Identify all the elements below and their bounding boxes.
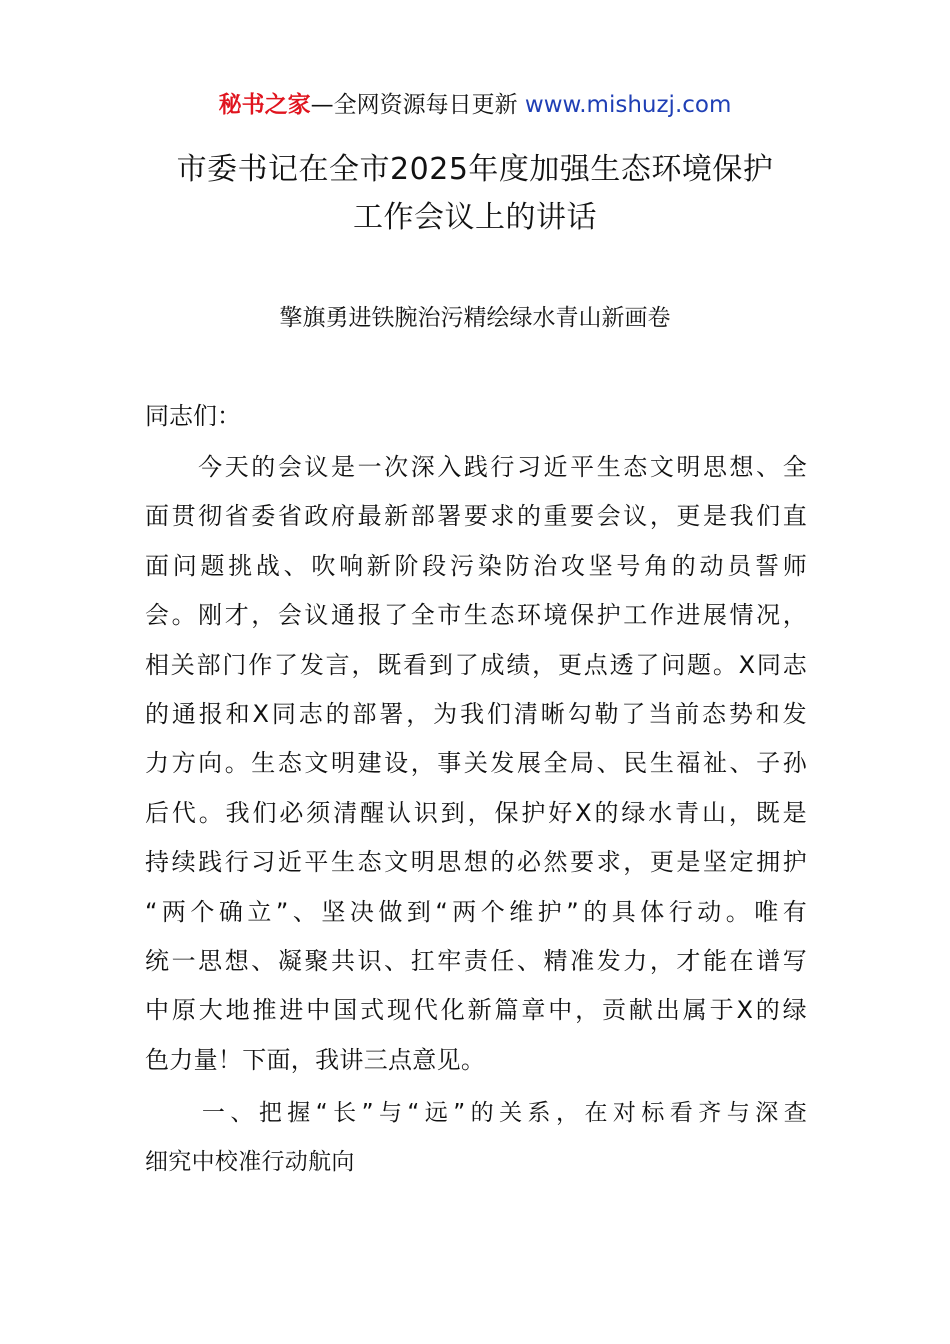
section-heading-1 — [145, 1093, 807, 1192]
title-line-2: 工作会议上的讲话 — [353, 200, 597, 235]
text-line: 中原大地推进中国式现代化新篇章中，贡献出属于X的绿 — [145, 996, 807, 1025]
site-url-link[interactable]: www.mishuzj.com — [524, 92, 732, 118]
title-line-1: 市委书记在全市2025年度加强生态环境保护 — [176, 152, 774, 187]
text-line: 会。刚才，会议通报了全市生态环境保护工作进展情况， — [145, 601, 807, 630]
text-line: 力方向。生态文明建设，事关发展全局、民生福祉、子孙 — [145, 749, 807, 778]
site-header — [0, 88, 950, 122]
text-line: 色力量！下面，我讲三点意见。 — [145, 1045, 486, 1074]
text-line: 相关部门作了发言，既看到了成绩，更点透了问题。X同志 — [145, 650, 807, 679]
text-line: 细究中校准行动航向 — [145, 1149, 355, 1176]
document-title — [0, 146, 950, 242]
document-subtitle: 擎旗勇进铁腕治污精绘绿水青山新画卷 — [279, 305, 671, 331]
text-line: 统一思想、凝聚共识、扛牢责任、精准发力，才能在谱写 — [145, 946, 807, 975]
text-line: 的通报和X同志的部署，为我们清晰勾勒了当前态势和发 — [145, 699, 807, 728]
text-line: 持续践行习近平生态文明思想的必然要求，更是坚定拥护 — [145, 848, 807, 877]
text-line: 一、把握“长”与“远”的关系，在对标看齐与深查 — [145, 1100, 807, 1126]
text-line: 后代。我们必须清醒认识到，保护好X的绿水青山，既是 — [145, 798, 807, 827]
paragraph-1 — [145, 447, 807, 1089]
site-tagline: —全网资源每日更新 — [310, 92, 525, 118]
text-line: 面问题挑战、吹响新阶段污染防治攻坚号角的动员誓师 — [145, 551, 807, 580]
text-line: 今天的会议是一次深入践行习近平生态文明思想、全 — [145, 453, 807, 481]
text-line: 面贯彻省委省政府最新部署要求的重要会议，更是我们直 — [145, 502, 807, 531]
site-brand: 秘书之家 — [218, 92, 311, 118]
text-line: “两个确立”、坚决做到“两个维护”的具体行动。唯有 — [145, 897, 807, 926]
salutation: 同志们： — [145, 402, 241, 430]
